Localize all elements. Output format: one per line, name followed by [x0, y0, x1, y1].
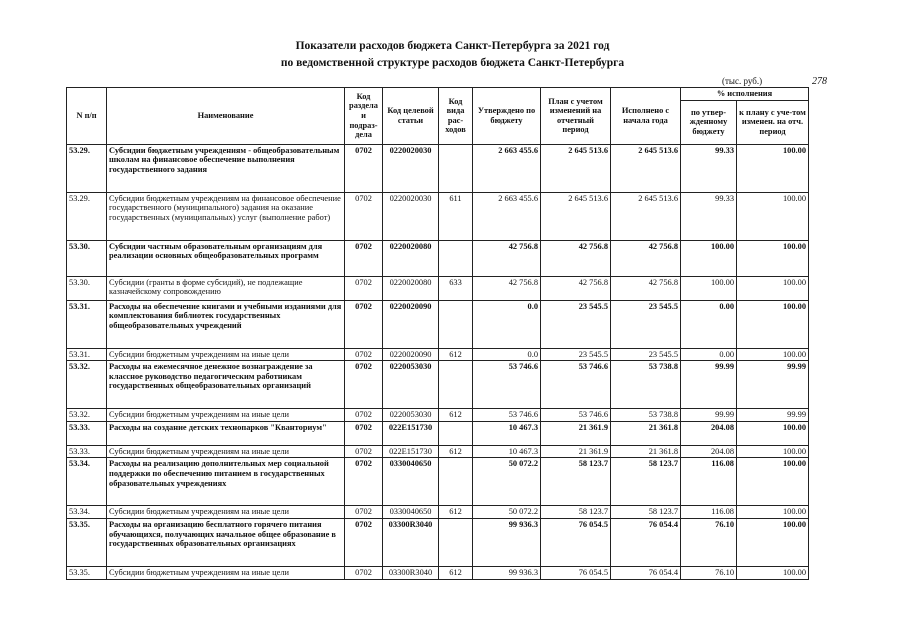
row-approved: 42 756.8: [473, 240, 541, 276]
row-name: Субсидии бюджетным учреждениям на иные цели: [107, 506, 345, 519]
table-row: [67, 458, 809, 506]
row-kind-code: 612: [439, 409, 473, 422]
col-header-kind: Код вида рас-ходов: [439, 88, 473, 145]
row-kind-code: [439, 421, 473, 445]
row-pct-plan: 100.00: [737, 566, 809, 579]
row-name: Субсидии бюджетным учреждениям на иные цели: [107, 566, 345, 579]
row-executed: 42 756.8: [611, 276, 681, 300]
row-plan: 21 361.9: [541, 421, 611, 445]
row-executed: 58 123.7: [611, 506, 681, 519]
row-section-code: 0702: [345, 361, 383, 409]
row-executed: 23 545.5: [611, 348, 681, 361]
table-row: [67, 276, 809, 300]
row-pct-approved: 76.10: [681, 518, 737, 566]
row-approved: 53 746.6: [473, 409, 541, 422]
row-target-code: 0220053030: [383, 409, 439, 422]
row-approved: 99 936.3: [473, 518, 541, 566]
row-kind-code: [439, 240, 473, 276]
row-section-code: 0702: [345, 300, 383, 348]
row-plan: 42 756.8: [541, 240, 611, 276]
row-name: Расходы на создание детских технопарков "Кванториум": [107, 421, 345, 445]
row-kind-code: [439, 300, 473, 348]
row-pct-plan: 100.00: [737, 240, 809, 276]
row-pct-approved: 0.00: [681, 300, 737, 348]
page-title-line2: по ведомственной структуре расходов бюджета Санкт-Петербурга: [280, 57, 625, 69]
row-approved: 0.0: [473, 348, 541, 361]
row-executed: 21 361.8: [611, 421, 681, 445]
table-row: [67, 348, 809, 361]
table-row: [67, 409, 809, 422]
table-row: [67, 445, 809, 458]
row-pct-approved: 100.00: [681, 240, 737, 276]
row-pct-approved: 99.33: [681, 192, 737, 240]
row-plan: 76 054.5: [541, 518, 611, 566]
table-row: [67, 518, 809, 566]
row-name: Расходы на ежемесячное денежное вознаграждение за классное руководство педагогическим работникам государственных общеобразовательных организаций: [107, 361, 345, 409]
row-section-code: 0702: [345, 240, 383, 276]
row-pct-approved: 116.08: [681, 458, 737, 506]
row-approved: 50 072.2: [473, 458, 541, 506]
row-plan: 21 361.9: [541, 445, 611, 458]
table-row: [67, 506, 809, 519]
row-pct-plan: 100.00: [737, 276, 809, 300]
row-name: Субсидии (гранты в форме субсидий), не подлежащие казначейскому сопровождению: [107, 276, 345, 300]
row-pct-approved: 99.33: [681, 144, 737, 192]
budget-table-body: [67, 144, 809, 579]
col-header-name: Наименование: [107, 88, 345, 145]
row-number: 53.33.: [67, 421, 107, 445]
col-header-target: Код целевой статьи: [383, 88, 439, 145]
row-name: Расходы на реализацию дополнительных мер социальной поддержки по обеспечению питанием в государственных образовательных учреждениях: [107, 458, 345, 506]
row-executed: 2 645 513.6: [611, 192, 681, 240]
row-kind-code: [439, 518, 473, 566]
row-plan: 58 123.7: [541, 458, 611, 506]
row-number: 53.30.: [67, 276, 107, 300]
table-row: [67, 192, 809, 240]
row-pct-plan: 100.00: [737, 458, 809, 506]
row-target-code: 0330040650: [383, 506, 439, 519]
row-pct-approved: 204.08: [681, 421, 737, 445]
row-target-code: 0220020090: [383, 300, 439, 348]
table-row: [67, 421, 809, 445]
row-approved: 53 746.6: [473, 361, 541, 409]
row-kind-code: [439, 361, 473, 409]
row-section-code: 0702: [345, 506, 383, 519]
row-number: 53.34.: [67, 458, 107, 506]
row-approved: 10 467.3: [473, 445, 541, 458]
row-target-code: 0220020080: [383, 240, 439, 276]
row-section-code: 0702: [345, 276, 383, 300]
row-name: Субсидии бюджетным учреждениям - общеобразовательным школам на финансовое обеспечение выполнения государственного задания: [107, 144, 345, 192]
row-pct-plan: 100.00: [737, 300, 809, 348]
row-number: 53.35.: [67, 518, 107, 566]
row-pct-approved: 100.00: [681, 276, 737, 300]
row-target-code: 0330040650: [383, 458, 439, 506]
row-executed: 58 123.7: [611, 458, 681, 506]
row-name: Субсидии частным образовательным организациям для реализации основных общеобразовательных программ: [107, 240, 345, 276]
table-row: [67, 566, 809, 579]
col-header-section: Код раздела и подраз-дела: [345, 88, 383, 145]
row-approved: 42 756.8: [473, 276, 541, 300]
col-header-pct-approved: по утвер-жденному бюджету: [681, 100, 737, 144]
row-plan: 2 645 513.6: [541, 192, 611, 240]
row-section-code: 0702: [345, 566, 383, 579]
row-pct-plan: 100.00: [737, 421, 809, 445]
row-approved: 50 072.2: [473, 506, 541, 519]
row-kind-code: 633: [439, 276, 473, 300]
row-section-code: 0702: [345, 518, 383, 566]
row-target-code: 03300R3040: [383, 566, 439, 579]
row-approved: 2 663 455.6: [473, 192, 541, 240]
row-section-code: 0702: [345, 192, 383, 240]
row-plan: 76 054.5: [541, 566, 611, 579]
col-header-pct-group: % исполнения: [681, 88, 809, 101]
col-header-approved: Утверждено по бюджету: [473, 88, 541, 145]
col-header-executed: Исполнено с начала года: [611, 88, 681, 145]
row-executed: 42 756.8: [611, 240, 681, 276]
row-executed: 53 738.8: [611, 361, 681, 409]
row-executed: 76 054.4: [611, 518, 681, 566]
row-section-code: 0702: [345, 144, 383, 192]
row-kind-code: [439, 144, 473, 192]
col-header-num: N п/п: [67, 88, 107, 145]
row-number: 53.35.: [67, 566, 107, 579]
row-executed: 2 645 513.6: [611, 144, 681, 192]
row-pct-plan: 100.00: [737, 192, 809, 240]
row-pct-plan: 99.99: [737, 361, 809, 409]
row-pct-approved: 116.08: [681, 506, 737, 519]
row-section-code: 0702: [345, 421, 383, 445]
row-pct-plan: 100.00: [737, 144, 809, 192]
row-approved: 2 663 455.6: [473, 144, 541, 192]
row-kind-code: 612: [439, 348, 473, 361]
row-kind-code: [439, 458, 473, 506]
row-pct-approved: 204.08: [681, 445, 737, 458]
row-kind-code: 612: [439, 506, 473, 519]
row-number: 53.33.: [67, 445, 107, 458]
row-number: 53.32.: [67, 361, 107, 409]
row-pct-approved: 99.99: [681, 361, 737, 409]
row-number: 53.31.: [67, 300, 107, 348]
row-pct-plan: 100.00: [737, 518, 809, 566]
row-section-code: 0702: [345, 409, 383, 422]
row-kind-code: 612: [439, 566, 473, 579]
row-section-code: 0702: [345, 348, 383, 361]
row-section-code: 0702: [345, 445, 383, 458]
col-header-pct-plan: к плану с уче-том изменен. на отч. период: [737, 100, 809, 144]
row-target-code: 03300R3040: [383, 518, 439, 566]
row-number: 53.31.: [67, 348, 107, 361]
row-target-code: 0220020030: [383, 144, 439, 192]
row-pct-approved: 0.00: [681, 348, 737, 361]
row-number: 53.29.: [67, 144, 107, 192]
row-approved: 99 936.3: [473, 566, 541, 579]
row-executed: 53 738.8: [611, 409, 681, 422]
table-row: [67, 300, 809, 348]
row-pct-plan: 100.00: [737, 348, 809, 361]
row-target-code: 0220020030: [383, 192, 439, 240]
row-target-code: 022E151730: [383, 445, 439, 458]
budget-table: [66, 87, 809, 580]
row-name: Субсидии бюджетным учреждениям на иные цели: [107, 348, 345, 361]
row-kind-code: 612: [439, 445, 473, 458]
row-plan: 42 756.8: [541, 276, 611, 300]
row-section-code: 0702: [345, 458, 383, 506]
row-number: 53.30.: [67, 240, 107, 276]
row-executed: 23 545.5: [611, 300, 681, 348]
row-pct-plan: 100.00: [737, 506, 809, 519]
row-plan: 53 746.6: [541, 409, 611, 422]
page-number: 278: [812, 76, 827, 87]
row-plan: 58 123.7: [541, 506, 611, 519]
row-name: Расходы на организацию бесплатного горячего питания обучающихся, получающих начальное общее образование в государственных образовательных организациях: [107, 518, 345, 566]
table-row: [67, 240, 809, 276]
row-target-code: 0220053030: [383, 361, 439, 409]
row-name: Расходы на обеспечение книгами и учебными изданиями для комплектования библиотек государственных общеобразовательных учреждений: [107, 300, 345, 348]
row-pct-plan: 99.99: [737, 409, 809, 422]
row-target-code: 0220020080: [383, 276, 439, 300]
row-plan: 53 746.6: [541, 361, 611, 409]
row-name: Субсидии бюджетным учреждениям на финансовое обеспечение государственного (муниципального) задания на оказание государственных (муниципальных) услуг (выполнение работ): [107, 192, 345, 240]
table-row: [67, 144, 809, 192]
units-label: (тыс. руб.): [722, 76, 763, 86]
row-approved: 0.0: [473, 300, 541, 348]
row-plan: 2 645 513.6: [541, 144, 611, 192]
row-plan: 23 545.5: [541, 348, 611, 361]
row-pct-approved: 76.10: [681, 566, 737, 579]
row-kind-code: 611: [439, 192, 473, 240]
row-number: 53.32.: [67, 409, 107, 422]
row-pct-approved: 99.99: [681, 409, 737, 422]
row-number: 53.29.: [67, 192, 107, 240]
row-approved: 10 467.3: [473, 421, 541, 445]
row-name: Субсидии бюджетным учреждениям на иные цели: [107, 445, 345, 458]
row-number: 53.34.: [67, 506, 107, 519]
row-target-code: 0220020090: [383, 348, 439, 361]
table-row: [67, 361, 809, 409]
col-header-plan: План с учетом изменений на отчетный период: [541, 88, 611, 145]
page-title-line1: Показатели расходов бюджета Санкт-Петербурга за 2021 год: [295, 40, 610, 52]
row-target-code: 022E151730: [383, 421, 439, 445]
row-pct-plan: 100.00: [737, 445, 809, 458]
row-executed: 21 361.8: [611, 445, 681, 458]
row-executed: 76 054.4: [611, 566, 681, 579]
row-plan: 23 545.5: [541, 300, 611, 348]
row-name: Субсидии бюджетным учреждениям на иные цели: [107, 409, 345, 422]
